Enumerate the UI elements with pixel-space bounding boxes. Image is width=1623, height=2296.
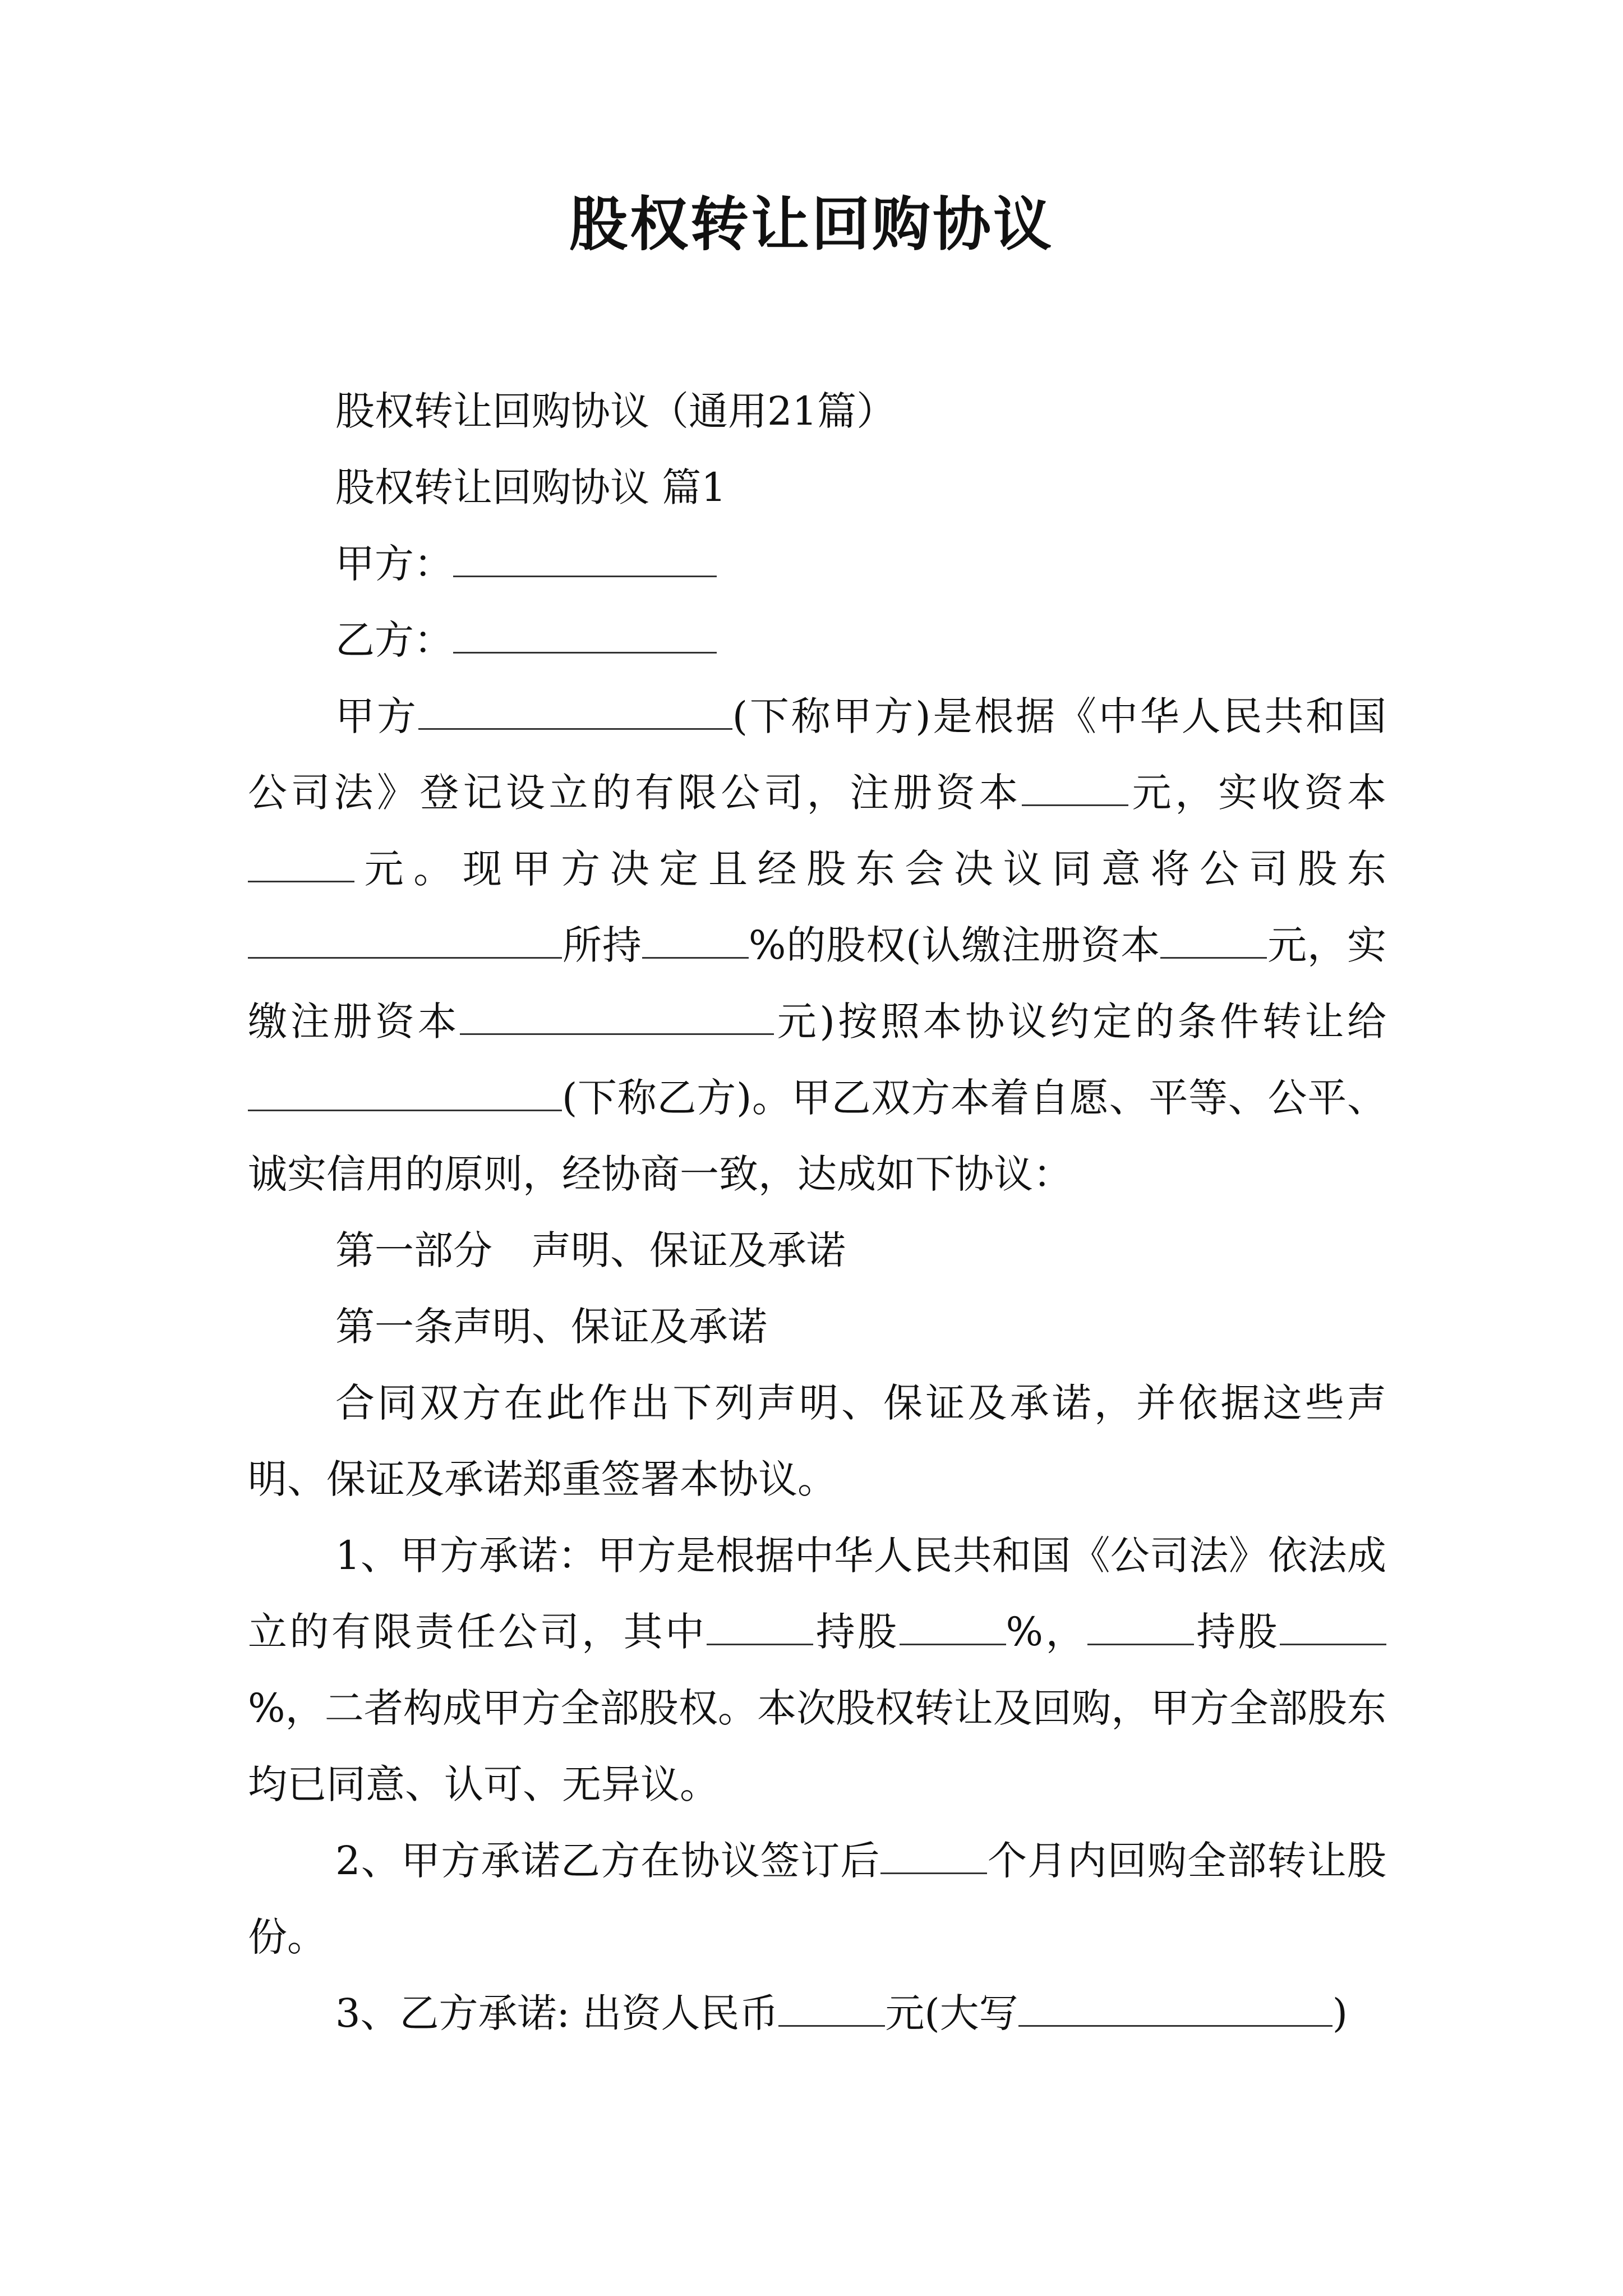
- item2-text-1: 2、甲方承诺乙方在协议签订后: [335, 1838, 880, 1884]
- intro-text-4: 元。现甲方决定且经股东会决议同意将公司股东: [354, 846, 1386, 892]
- party-a-line: [248, 526, 1386, 602]
- shareholder-blank: [248, 924, 562, 959]
- item1-text-3: %，: [1006, 1609, 1087, 1655]
- part1-title: 声明、保证及承诺: [532, 1227, 846, 1273]
- item2-text-2: 个月内回购全部转让股份。: [248, 1838, 1386, 1960]
- registered-capital-blank: [1022, 772, 1128, 806]
- item2-paragraph: [248, 1823, 1386, 1975]
- intro-text-5: 所持: [562, 922, 642, 968]
- party-a-blank: [453, 543, 717, 577]
- shareholder1-blank: [707, 1611, 813, 1645]
- section-heading: 股权转让回购协议 篇1: [335, 464, 726, 510]
- shareholder2-blank: [1087, 1611, 1194, 1645]
- amount-in-words-blank: [1018, 1993, 1332, 2027]
- party-b-line: [248, 602, 1386, 678]
- item3-text-2: 元(大写: [885, 1990, 1018, 2036]
- document-title: 股权转让回购协议: [569, 190, 1054, 259]
- document-body: [248, 373, 1386, 2051]
- article1-heading: 第一条声明、保证及承诺: [335, 1304, 767, 1350]
- share-percent-blank: [642, 924, 749, 959]
- intro-text-9: (下称乙方)。甲乙双方本着自愿、平等、公平、诚实信用的原则，经协商一致，达成如下协议：: [248, 1075, 1386, 1197]
- shareholder1-percent-blank: [900, 1611, 1006, 1645]
- transferee-blank: [248, 1077, 562, 1111]
- subscribed-capital-blank: [1160, 924, 1267, 959]
- part1-heading: [248, 1212, 1386, 1289]
- subtitle: 股权转让回购协议（通用21篇）: [335, 388, 896, 434]
- intro-text-8: 元)按照本协议约定的条件转让给: [774, 999, 1386, 1045]
- item1-text-5: %，二者构成甲方全部股权。本次股权转让及回购，甲方全部股东均已同意、认可、无异议。: [248, 1685, 1386, 1807]
- months-blank: [880, 1840, 987, 1874]
- intro-text-1: 甲方: [335, 693, 418, 739]
- intro-paragraph: [248, 678, 1386, 1212]
- investment-amount-blank: [778, 1993, 885, 2027]
- item3-text-3: ): [1332, 1990, 1348, 2036]
- intro-text-6: %的股权(认缴注册资本: [748, 922, 1161, 968]
- article1-paragraph: 合同双方在此作出下列声明、保证及承诺，并依据这些声明、保证及承诺郑重签署本协议。: [248, 1380, 1386, 1502]
- party-b-blank: [453, 619, 717, 654]
- party-b-label: 乙方：: [335, 617, 453, 663]
- item1-text-1: 1、甲方承诺：甲方是根据中华人民共和国《公司法》依法成立的有限责任公司，其中: [248, 1533, 1386, 1655]
- intro-text-3: 元，实收资本: [1128, 770, 1386, 816]
- intro-text-7: 元，实缴注册资本: [248, 922, 1387, 1045]
- item3-paragraph: [248, 1975, 1386, 2051]
- item3-text-1: 3、乙方承诺: 出资人民币: [335, 1990, 779, 2036]
- paid-capital-blank: [248, 848, 354, 882]
- item1-text-2: 持股: [813, 1609, 900, 1655]
- shareholder2-percent-blank: [1280, 1611, 1386, 1645]
- intro-text-2: (下称甲方)是根据《中华人民共和国公司法》登记设立的有限公司，注册资本: [248, 693, 1387, 816]
- paid-in-capital-blank: [460, 1001, 774, 1035]
- party-a-label: 甲方：: [335, 541, 453, 587]
- part1-label: 第一部分: [335, 1227, 492, 1273]
- item1-paragraph: [248, 1517, 1386, 1823]
- item1-text-4: 持股: [1193, 1609, 1280, 1655]
- party-a-name-blank: [418, 696, 732, 730]
